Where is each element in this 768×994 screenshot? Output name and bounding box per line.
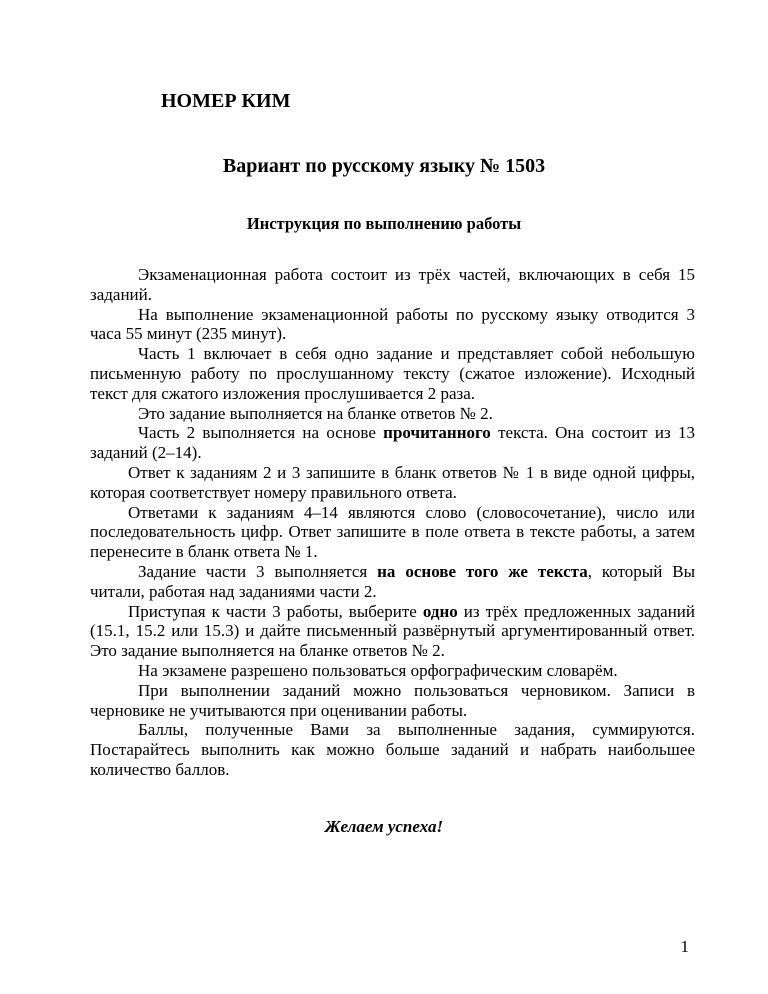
kim-number-title: НОМЕР КИМ [161, 90, 291, 112]
paragraph-5 [90, 423, 695, 463]
paragraph-8 [90, 562, 695, 602]
page-number: 1 [680, 937, 689, 956]
paragraph-1: Экзаменационная работа состоит из трёх частей, включающих в себя 15 заданий. [90, 265, 695, 304]
paragraph-5-text-c: текста. Она состоит из 13 заданий (2–14). [90, 423, 695, 463]
instruction-title: Инструкция по выполнению работы [246, 214, 522, 233]
paragraph-11: При выполнении заданий можно пользоваться черновиком. Записи в черновике не учитываются при оценивании работы. [90, 680, 695, 720]
paragraph-9-text-c: из трёх предложенных заданий (15.1, 15.2 или 15.3) и дайте письменный развёрнутый аргументированный ответ. Это задание выполняется на бланке ответов № 2. [90, 601, 696, 661]
variant-title: Вариант по русскому языку № 1503 [222, 155, 546, 177]
paragraph-4: Это задание выполняется на бланке ответов № 2. [138, 403, 493, 423]
paragraph-10: На экзамене разрешено пользоваться орфографическим словарём. [138, 660, 618, 680]
paragraph-7: Ответами к заданиям 4–14 являются слово (словосочетание), число или последовательность цифр. Ответ запишите в поле ответа в тексте работы, а затем перенесите в бланк ответа № 1. [90, 502, 695, 562]
paragraph-2: На выполнение экзаменационной работы по русскому языку отводится 3 часа 55 минут (235 минут). [90, 304, 695, 344]
paragraph-9 [90, 602, 695, 661]
paragraph-8-text-a: Задание части 3 выполняется [138, 561, 378, 581]
paragraph-5-bold: прочитанного [383, 423, 491, 443]
paragraph-12: Баллы, полученные Вами за выполненные задания, суммируются. Постарайтесь выполнить как можно больше заданий и набрать наибольшее количество баллов. [90, 720, 695, 779]
paragraph-9-bold: одно [422, 601, 458, 621]
paragraph-3: Часть 1 включает в себя одно задание и представляет собой небольшую письменную работу по прослушанному тексту (сжатое изложение). Исходный текст для сжатого изложения прослушивается 2 раза. [90, 344, 695, 403]
paragraph-5-text-a: Часть 2 выполняется на основе [138, 423, 384, 443]
instruction-body [90, 265, 695, 780]
paragraph-9-text-a: Приступая к части 3 работы, выберите [128, 601, 423, 621]
good-luck-wish: Желаем успеха! [324, 817, 444, 836]
paragraph-8-bold: на основе того же текста [377, 561, 588, 581]
paragraph-6: Ответ к заданиям 2 и 3 запишите в бланк ответов № 1 в виде одной цифры, которая соответствует номеру правильного ответа. [90, 462, 695, 502]
paragraph-8-text-c: , который Вы читали, работая над заданиями части 2. [90, 561, 695, 601]
